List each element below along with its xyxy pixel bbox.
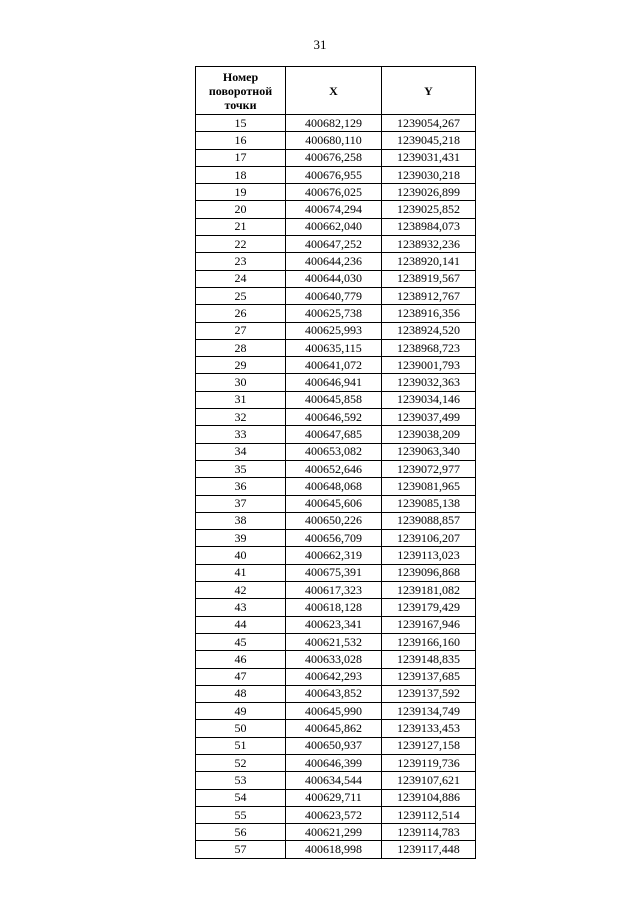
table-row — [196, 512, 476, 529]
cell-point-number: 39 — [196, 530, 286, 547]
cell-x: 400682,129 — [286, 115, 382, 132]
cell-x: 400650,937 — [286, 737, 382, 754]
cell-point-number: 24 — [196, 270, 286, 287]
cell-point-number: 53 — [196, 772, 286, 789]
cell-point-number: 23 — [196, 253, 286, 270]
cell-point-number: 16 — [196, 132, 286, 149]
cell-y: 1239104,886 — [382, 789, 476, 806]
cell-x: 400645,990 — [286, 703, 382, 720]
column-header-y: Y — [382, 67, 476, 115]
cell-x: 400675,391 — [286, 564, 382, 581]
cell-point-number: 19 — [196, 184, 286, 201]
cell-y: 1239063,340 — [382, 443, 476, 460]
table-row — [196, 737, 476, 754]
table-row — [196, 685, 476, 702]
cell-point-number: 46 — [196, 651, 286, 668]
table-row — [196, 132, 476, 149]
cell-y: 1239167,946 — [382, 616, 476, 633]
cell-point-number: 56 — [196, 824, 286, 841]
cell-x: 400623,341 — [286, 616, 382, 633]
cell-y: 1238919,567 — [382, 270, 476, 287]
cell-point-number: 22 — [196, 236, 286, 253]
page-number: 31 — [313, 37, 327, 52]
cell-y: 1238924,520 — [382, 322, 476, 339]
table-row — [196, 720, 476, 737]
cell-point-number: 40 — [196, 547, 286, 564]
cell-y: 1239127,158 — [382, 737, 476, 754]
cell-y: 1239045,218 — [382, 132, 476, 149]
cell-point-number: 25 — [196, 287, 286, 304]
cell-point-number: 26 — [196, 305, 286, 322]
cell-point-number: 45 — [196, 633, 286, 650]
cell-y: 1239107,621 — [382, 772, 476, 789]
cell-x: 400621,532 — [286, 633, 382, 650]
table-row — [196, 599, 476, 616]
table-row — [196, 478, 476, 495]
table-row — [196, 236, 476, 253]
cell-y: 1239034,146 — [382, 391, 476, 408]
table-row — [196, 651, 476, 668]
table-row — [196, 772, 476, 789]
table-row — [196, 184, 476, 201]
cell-point-number: 47 — [196, 668, 286, 685]
cell-point-number: 52 — [196, 754, 286, 771]
cell-x: 400617,323 — [286, 582, 382, 599]
cell-x: 400676,955 — [286, 166, 382, 183]
table-row — [196, 391, 476, 408]
cell-y: 1238912,767 — [382, 287, 476, 304]
table-row — [196, 824, 476, 841]
cell-point-number: 33 — [196, 426, 286, 443]
table-row — [196, 218, 476, 235]
cell-x: 400662,319 — [286, 547, 382, 564]
cell-x: 400650,226 — [286, 512, 382, 529]
cell-x: 400644,236 — [286, 253, 382, 270]
table-row — [196, 149, 476, 166]
cell-x: 400643,852 — [286, 685, 382, 702]
cell-y: 1239030,218 — [382, 166, 476, 183]
cell-y: 1239112,514 — [382, 806, 476, 823]
table-body — [196, 115, 476, 859]
cell-point-number: 36 — [196, 478, 286, 495]
cell-x: 400634,544 — [286, 772, 382, 789]
table-header-row — [196, 67, 476, 115]
table-row — [196, 703, 476, 720]
cell-point-number: 15 — [196, 115, 286, 132]
cell-y: 1239072,977 — [382, 460, 476, 477]
cell-y: 1239025,852 — [382, 201, 476, 218]
cell-x: 400625,738 — [286, 305, 382, 322]
cell-y: 1238932,236 — [382, 236, 476, 253]
cell-x: 400645,858 — [286, 391, 382, 408]
cell-x: 400647,685 — [286, 426, 382, 443]
cell-point-number: 44 — [196, 616, 286, 633]
cell-x: 400646,399 — [286, 754, 382, 771]
cell-x: 400680,110 — [286, 132, 382, 149]
cell-point-number: 51 — [196, 737, 286, 754]
cell-y: 1239001,793 — [382, 357, 476, 374]
cell-point-number: 28 — [196, 339, 286, 356]
cell-y: 1239166,160 — [382, 633, 476, 650]
cell-x: 400646,941 — [286, 374, 382, 391]
cell-point-number: 35 — [196, 460, 286, 477]
cell-x: 400645,862 — [286, 720, 382, 737]
cell-x: 400625,993 — [286, 322, 382, 339]
table-row — [196, 633, 476, 650]
cell-point-number: 55 — [196, 806, 286, 823]
cell-y: 1239137,592 — [382, 685, 476, 702]
table-row — [196, 270, 476, 287]
cell-x: 400648,068 — [286, 478, 382, 495]
cell-y: 1238984,073 — [382, 218, 476, 235]
cell-x: 400644,030 — [286, 270, 382, 287]
cell-x: 400618,128 — [286, 599, 382, 616]
cell-y: 1239133,453 — [382, 720, 476, 737]
table-row — [196, 495, 476, 512]
cell-point-number: 38 — [196, 512, 286, 529]
column-header-x: X — [286, 67, 382, 115]
cell-y: 1239117,448 — [382, 841, 476, 858]
table-row — [196, 339, 476, 356]
cell-point-number: 49 — [196, 703, 286, 720]
cell-point-number: 41 — [196, 564, 286, 581]
cell-point-number: 54 — [196, 789, 286, 806]
table-row — [196, 201, 476, 218]
cell-y: 1239114,783 — [382, 824, 476, 841]
coordinates-table — [195, 66, 476, 859]
cell-point-number: 27 — [196, 322, 286, 339]
table-row — [196, 322, 476, 339]
cell-y: 1239137,685 — [382, 668, 476, 685]
table-row — [196, 789, 476, 806]
cell-y: 1239085,138 — [382, 495, 476, 512]
table-row — [196, 305, 476, 322]
cell-x: 400641,072 — [286, 357, 382, 374]
table-row — [196, 841, 476, 858]
cell-x: 400653,082 — [286, 443, 382, 460]
cell-y: 1239026,899 — [382, 184, 476, 201]
table-row — [196, 443, 476, 460]
cell-y: 1239134,749 — [382, 703, 476, 720]
table-row — [196, 460, 476, 477]
table-row — [196, 115, 476, 132]
table-row — [196, 409, 476, 426]
table-row — [196, 166, 476, 183]
cell-x: 400629,711 — [286, 789, 382, 806]
cell-y: 1239032,363 — [382, 374, 476, 391]
cell-point-number: 57 — [196, 841, 286, 858]
cell-x: 400662,040 — [286, 218, 382, 235]
cell-point-number: 29 — [196, 357, 286, 374]
cell-x: 400618,998 — [286, 841, 382, 858]
cell-x: 400623,572 — [286, 806, 382, 823]
cell-y: 1239054,267 — [382, 115, 476, 132]
table-row — [196, 582, 476, 599]
cell-y: 1239181,082 — [382, 582, 476, 599]
cell-x: 400633,028 — [286, 651, 382, 668]
column-header-point-number: Номер поворотной точки — [196, 67, 286, 115]
cell-x: 400640,779 — [286, 287, 382, 304]
cell-point-number: 18 — [196, 166, 286, 183]
cell-point-number: 32 — [196, 409, 286, 426]
cell-point-number: 42 — [196, 582, 286, 599]
cell-y: 1239081,965 — [382, 478, 476, 495]
cell-x: 400635,115 — [286, 339, 382, 356]
cell-point-number: 48 — [196, 685, 286, 702]
cell-x: 400676,258 — [286, 149, 382, 166]
table-row — [196, 668, 476, 685]
table-row — [196, 374, 476, 391]
cell-x: 400646,592 — [286, 409, 382, 426]
table-row — [196, 754, 476, 771]
table-row — [196, 547, 476, 564]
table-row — [196, 806, 476, 823]
cell-point-number: 34 — [196, 443, 286, 460]
table-row — [196, 564, 476, 581]
cell-point-number: 17 — [196, 149, 286, 166]
table-row — [196, 357, 476, 374]
cell-y: 1239179,429 — [382, 599, 476, 616]
cell-y: 1238968,723 — [382, 339, 476, 356]
cell-y: 1239113,023 — [382, 547, 476, 564]
table-row — [196, 426, 476, 443]
cell-y: 1239088,857 — [382, 512, 476, 529]
cell-x: 400652,646 — [286, 460, 382, 477]
table-row — [196, 287, 476, 304]
table-row — [196, 253, 476, 270]
cell-point-number: 21 — [196, 218, 286, 235]
cell-point-number: 43 — [196, 599, 286, 616]
cell-point-number: 20 — [196, 201, 286, 218]
cell-y: 1238920,141 — [382, 253, 476, 270]
cell-y: 1239031,431 — [382, 149, 476, 166]
cell-y: 1239037,499 — [382, 409, 476, 426]
table-row — [196, 616, 476, 633]
cell-x: 400656,709 — [286, 530, 382, 547]
cell-x: 400645,606 — [286, 495, 382, 512]
cell-y: 1239038,209 — [382, 426, 476, 443]
cell-y: 1239096,868 — [382, 564, 476, 581]
cell-y: 1238916,356 — [382, 305, 476, 322]
cell-x: 400621,299 — [286, 824, 382, 841]
cell-point-number: 37 — [196, 495, 286, 512]
cell-point-number: 50 — [196, 720, 286, 737]
cell-point-number: 31 — [196, 391, 286, 408]
cell-y: 1239119,736 — [382, 754, 476, 771]
cell-x: 400647,252 — [286, 236, 382, 253]
cell-x: 400642,293 — [286, 668, 382, 685]
cell-y: 1239148,835 — [382, 651, 476, 668]
cell-y: 1239106,207 — [382, 530, 476, 547]
cell-x: 400676,025 — [286, 184, 382, 201]
table-row — [196, 530, 476, 547]
cell-x: 400674,294 — [286, 201, 382, 218]
cell-point-number: 30 — [196, 374, 286, 391]
